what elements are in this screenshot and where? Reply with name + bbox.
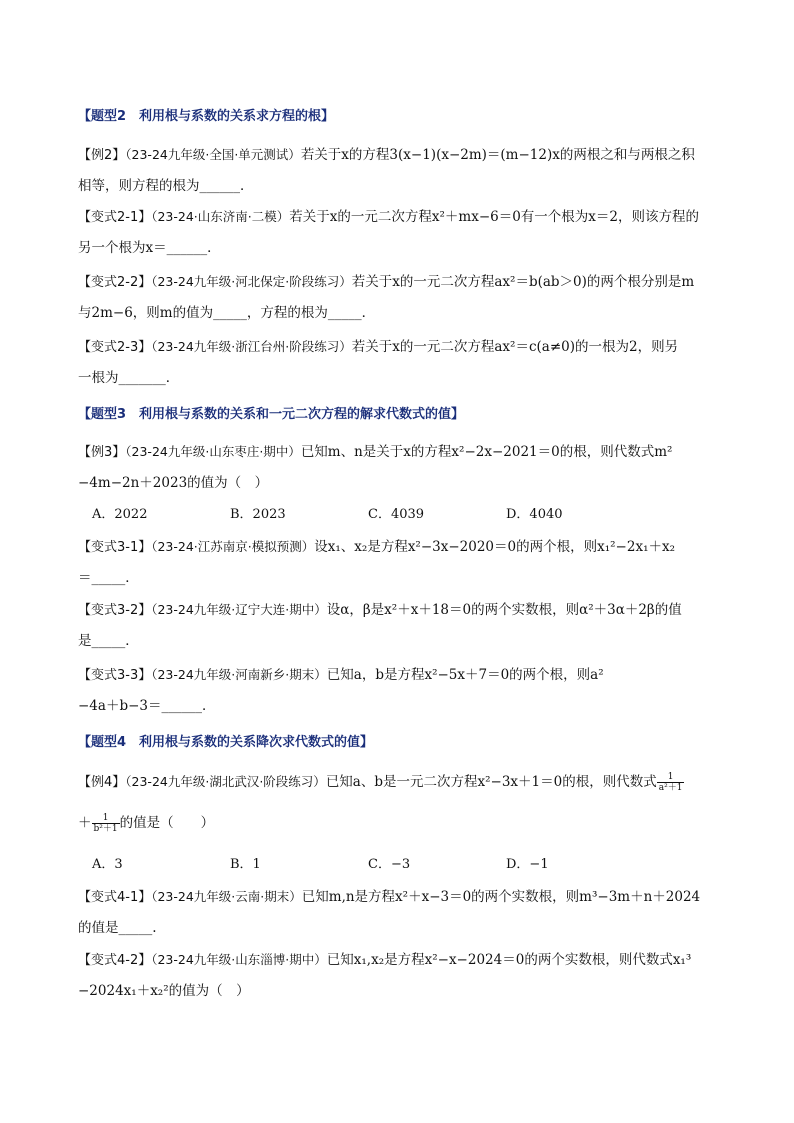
example-4-line-2: ＋ $\frac{1}{\text{b²＋1}}$ 的值是（ ）	[78, 813, 215, 834]
variant-3-2-line-1: 【变式3-2】（23-24九年级·辽宁大连·期中）设α，β是x²＋x＋18＝0的两个实数根，则α²＋3α＋2β的值	[78, 602, 682, 618]
example-4-choices	[92, 853, 644, 872]
choice-c[interactable]: C．−3	[368, 857, 411, 872]
variant-2-1-line-2: 另一个根为x＝______．	[78, 240, 221, 256]
example-2-line-1: 【例2】（23-24九年级·全国·单元测试）若关于x的方程3(x−1)(x−2m)＝(m−12)x的两根之和与两根之积	[78, 147, 695, 163]
choice-a[interactable]: A．2022	[92, 507, 148, 522]
section-4-title: 【题型4 利用根与系数的关系降次求代数式的值】	[78, 735, 374, 750]
fraction-1-over-a2-plus-1: $\frac{1}{\text{a²＋1}}$	[658, 772, 683, 793]
choice-a[interactable]: A．3	[92, 857, 123, 872]
choice-d[interactable]: D．−1	[506, 857, 549, 872]
variant-4-2-line-1: 【变式4-2】（23-24九年级·山东淄博·期中）已知x₁,x₂是方程x²−x−2024＝0的两个实数根，则代数式x₁³	[78, 952, 692, 968]
example-3-choices	[92, 503, 644, 522]
fraction-1-over-b2-plus-1: $\frac{1}{\text{b²＋1}}$	[93, 813, 118, 834]
example-3-line-1: 【例3】（23-24九年级·山东枣庄·期中）已知m、n是关于x的方程x²−2x−2021＝0的根，则代数式m²	[78, 444, 673, 460]
variant-2-3-line-1: 【变式2-3】（23-24九年级·浙江台州·阶段练习）若关于x的一元二次方程ax²＝c(a≠0)的一根为2，则另	[78, 339, 679, 355]
choice-d[interactable]: D．4040	[506, 507, 563, 522]
variant-3-3-line-2: −4a＋b−3＝______．	[78, 698, 216, 714]
variant-2-1	[78, 201, 718, 264]
variant-3-2	[78, 594, 718, 657]
section-2-title: 【题型2 利用根与系数的关系求方程的根】	[78, 109, 335, 124]
section-3-title: 【题型3 利用根与系数的关系和一元二次方程的解求代数式的值】	[78, 407, 465, 422]
variant-2-2-line-2: 与2m−6，则m的值为_____，方程的根为_____．	[78, 305, 376, 321]
example-4-line-1: 【例4】（23-24九年级·湖北武汉·阶段练习）已知a、b是一元二次方程x²−3x＋1＝0的根，则代数式 $\frac{1}{\text{a²＋1}}$	[78, 772, 683, 793]
example-2	[78, 139, 718, 202]
choice-b[interactable]: B．1	[230, 857, 261, 872]
variant-2-3	[78, 331, 718, 394]
example-3-line-2: −4m−2n＋2023的值为（ ）	[78, 475, 269, 491]
variant-2-1-line-1: 【变式2-1】（23-24·山东济南·二模）若关于x的一元二次方程x²＋mx−6＝0有一个根为x＝2，则该方程的	[78, 209, 700, 225]
variant-4-1-line-1: 【变式4-1】（23-24九年级·云南·期末）已知m,n是方程x²＋x−3＝0的两个实数根，则m³−3m＋n＋2024	[78, 889, 701, 905]
choice-b[interactable]: B．2023	[230, 507, 286, 522]
variant-3-1-line-1: 【变式3-1】（23-24·江苏南京·模拟预测）设x₁、x₂是方程x²−3x−2020＝0的两个根，则x₁²−2x₁＋x₂	[78, 539, 676, 555]
variant-4-1	[78, 881, 718, 944]
example-3	[78, 436, 718, 499]
example-2-line-2: 相等，则方程的根为______．	[78, 178, 254, 194]
variant-4-1-line-2: 的值是_____.	[78, 920, 157, 936]
variant-3-2-line-2: 是_____．	[78, 633, 139, 649]
variant-3-3-line-1: 【变式3-3】（23-24九年级·河南新乡·期末）已知a，b是方程x²−5x＋7＝0的两个根，则a²	[78, 667, 604, 683]
variant-3-3	[78, 659, 718, 722]
variant-3-1-line-2: ＝_____．	[78, 570, 139, 586]
choice-c[interactable]: C．4039	[368, 507, 425, 522]
variant-2-2	[78, 266, 718, 329]
variant-2-3-line-2: 一根为_______．	[78, 370, 180, 386]
variant-3-1	[78, 531, 718, 594]
variant-2-2-line-1: 【变式2-2】（23-24九年级·河北保定·阶段练习）若关于x的一元二次方程ax²＝b(ab＞0)的两个根分别是m	[78, 274, 695, 290]
variant-4-2	[78, 944, 718, 1007]
variant-4-2-line-2: −2024x₁＋x₂²的值为（ ）	[78, 983, 250, 999]
example-4	[78, 766, 718, 839]
